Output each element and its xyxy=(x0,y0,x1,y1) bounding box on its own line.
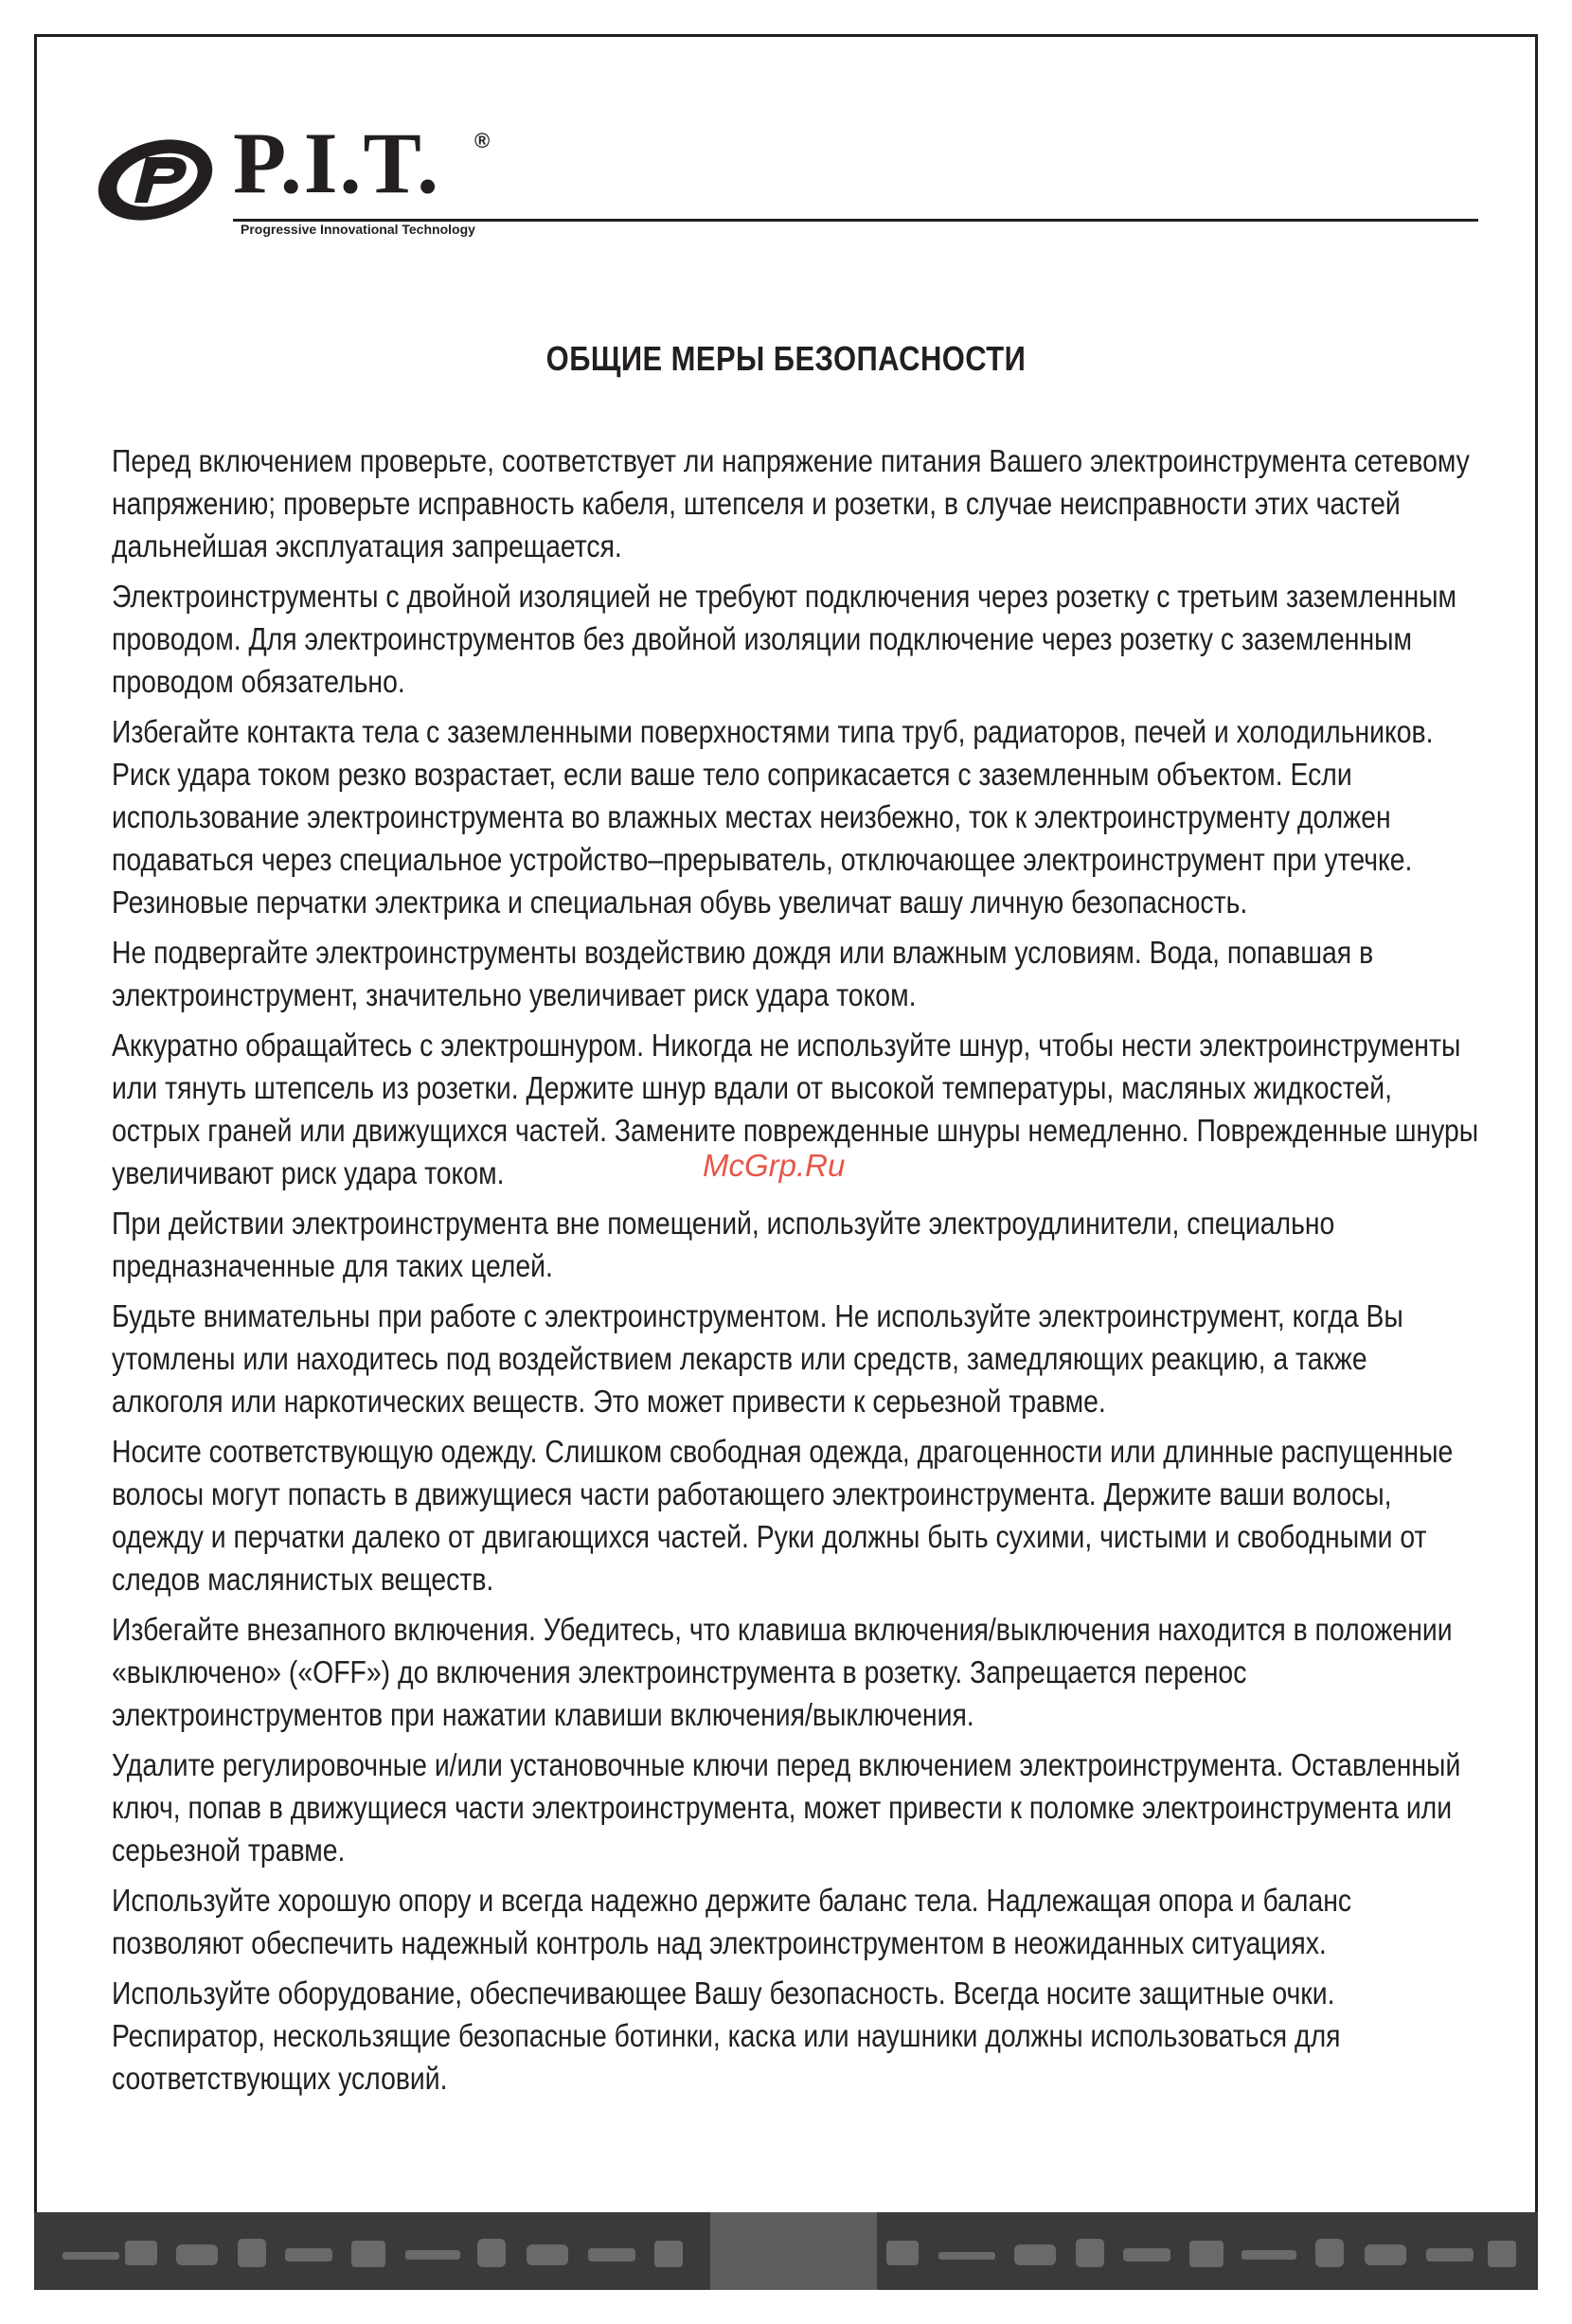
paragraph: Используйте оборудование, обеспечивающее Вашу безопасность. Всегда носите защитные очки. Респиратор, нескользящие безопасные ботинки, каска или наушники должны использоваться для соответствующих условий. xyxy=(112,1975,1341,2096)
pit-logo-icon xyxy=(91,131,233,225)
footer-tools-strip xyxy=(34,2212,1538,2290)
paragraph: Будьте внимательны при работе с электроинструментом. Не используйте электроинструмент, когда Вы утомлены или находитесь под воздействием лекарств или средств, замедляющих реакцию, а также алкоголя или наркотических веществ. Это может привести к серьезной травме. xyxy=(112,1298,1403,1419)
paragraph: Носите соответствующую одежду. Слишком свободная одежда, драгоценности или длинные распущенные волосы могут попасть в движущиеся части работающего электроинструмента. Держите ваши волосы, одежду и перчатки далеко от двигающихся частей. Руки должны быть сухими, чистыми и свободными от следов маслянистых веществ. xyxy=(112,1434,1454,1597)
page-title: ОБЩИЕ МЕРЫ БЕЗОПАСНОСТИ xyxy=(545,339,1027,378)
paragraph: Избегайте контакта тела с заземленными поверхностями типа труб, радиаторов, печей и холодильников. Риск удара током резко возрастает, если ваше тело соприкасается с заземленным объектом. Если использование электроинструмента во влажных местах неизбежно, ток к электроинструменту должен подаваться через специальное устройство–прерыватель, отключающее электроинструмент при утечке. Резиновые перчатки электрика и специальная обувь увеличат вашу личную безопасность. xyxy=(112,714,1434,920)
registered-mark: ® xyxy=(474,129,491,152)
paragraph: Не подвергайте электроинструменты воздействию дождя или влажным условиям. Вода, попавшая в электроинструмент, значительно увеличивает риск удара током. xyxy=(112,935,1374,1012)
paragraph: Используйте хорошую опору и всегда надежно держите баланс тела. Надлежащая опора и баланс позволяют обеспечить надежный контроль над электроинструментом в неожиданных ситуациях. xyxy=(112,1883,1352,1960)
paragraph: При действии электроинструмента вне помещений, используйте электроудлинители, специально предназначенные для таких целей. xyxy=(112,1206,1335,1283)
safety-text xyxy=(112,439,1480,2107)
page-number-box xyxy=(710,2212,877,2290)
paragraph: Избегайте внезапного включения. Убедитесь, что клавиша включения/выключения находится в положении «выключено» («OFF») до включения электроинструмента в розетку. Запрещается перенос электроинструментов при нажатии клавиши включения/выключения. xyxy=(112,1612,1453,1732)
watermark: McGrp.Ru xyxy=(703,1148,846,1183)
paragraph: Перед включением проверьте, соответствует ли напряжение питания Вашего электроинструмента сетевому напряжению; проверьте исправность кабеля, штепселя и розетки, в случае неисправности этих частей дальнейшая эксплуатация запрещается. xyxy=(112,443,1470,563)
paragraph: Удалите регулировочные и/или установочные ключи перед включением электроинструмента. Оставленный ключ, попав в движущиеся части электроинструмента, может привести к поломке электроинструмента или серьезной травме. xyxy=(112,1747,1461,1868)
paragraph: Аккуратно обращайтесь с электрошнуром. Никогда не используйте шнур, чтобы нести электроинструменты или тянуть штепсель из розетки. Держите шнур вдали от высокой температуры, масляных жидкостей, острых граней или движущихся частей. Замените поврежденные шнуры немедленно. Поврежденные шнуры увеличивают риск удара током. xyxy=(112,1028,1479,1190)
brand-name: P.I.T. xyxy=(233,115,441,211)
header xyxy=(91,115,1478,244)
paragraph: Электроинструменты с двойной изоляцией не требуют подключения через розетку с третьим заземленным проводом. Для электроинструментов без двойной изоляции подключение через розетку с заземленным проводом обязательно. xyxy=(112,579,1457,699)
brand-tagline: Progressive Innovational Technology xyxy=(241,222,475,237)
